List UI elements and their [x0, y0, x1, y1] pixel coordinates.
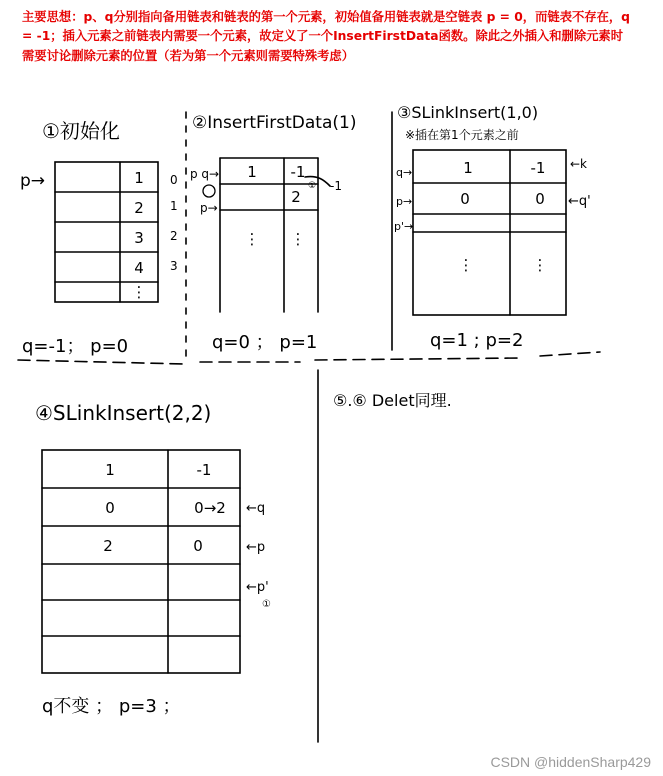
table-cell: 0: [193, 537, 203, 555]
table-cell: 4: [134, 259, 144, 277]
table-cell: 2: [291, 188, 301, 206]
pointer-label: ←q: [246, 501, 266, 516]
panel-3-note: ※插在第1个元素之前: [405, 128, 519, 142]
table-cell: 2: [134, 199, 144, 217]
annotation-mark: ①: [308, 181, 317, 191]
pointer-label: p'→: [394, 220, 414, 233]
panel-4-table: [42, 450, 240, 673]
pointer-label: p→: [396, 195, 413, 208]
table-cell: 2: [103, 537, 113, 555]
pointer-label: ←p: [246, 540, 266, 555]
table-cell: 1: [105, 461, 115, 479]
panel-1-caption: q=-1； p=0: [22, 336, 129, 357]
panel-5-title: ⑤.⑥ Delet同理.: [333, 391, 452, 410]
panel-2-caption: q=0 ； p=1: [212, 332, 318, 353]
table-cell: ⋮: [290, 230, 306, 248]
panel-2-title: ②InsertFirstData(1): [192, 113, 357, 133]
panel-2-circle-mark: [203, 185, 215, 197]
table-cell: 1: [463, 159, 473, 177]
table-cell: -1: [290, 163, 306, 181]
pointer-label: q→: [396, 166, 413, 179]
panel-3-caption: q=1 ; p=2: [430, 330, 524, 351]
pointer-label: p→: [200, 201, 218, 215]
panel-1-title: ①初始化: [42, 119, 120, 143]
table-cell: 0: [460, 190, 470, 208]
pointer-label: p q→: [190, 167, 220, 181]
pointer-label: ←p': [246, 580, 269, 595]
annotation-mark: ①: [262, 599, 271, 610]
annotation-mark: ←k: [570, 157, 588, 171]
table-cell: ⋮: [131, 283, 147, 301]
table-cell: 0: [535, 190, 545, 208]
panel-3-title: ③SLinkInsert(1,0): [397, 103, 539, 122]
intro-text: 主要思想：p、q分别指向备用链表和链表的第一个元素，初始值备用链表就是空链表 p = 0，而链表不存在，q = -1；插入元素之前链表内需要一个元素，故定义了一个InsertFirstData函数。除此之外插入和删除元素时需要讨论删除元素的位置（若为第一个元素则需要特殊考虑）: [22, 10, 630, 63]
row-index: 2: [170, 229, 178, 243]
table-cell: 1: [247, 163, 257, 181]
table-cell: 3: [134, 229, 144, 247]
table-cell: -1: [530, 159, 546, 177]
annotation-mark: ←q': [568, 194, 591, 209]
table-cell: 1: [134, 169, 144, 187]
row-index: 0: [170, 173, 178, 187]
watermark: CSDN @hiddenSharp429: [490, 754, 651, 770]
table-cell: ⋮: [532, 256, 548, 274]
table-cell: 0→2: [194, 499, 226, 517]
panel-4-title: ④SLinkInsert(2,2): [35, 401, 212, 425]
panel-4-caption: q不变 ； p=3 ；: [42, 696, 181, 717]
row-index: 3: [170, 259, 178, 273]
table-cell: ⋮: [458, 256, 474, 274]
table-cell: -1: [196, 461, 212, 479]
row-index: 1: [170, 199, 178, 213]
annotation-mark: -1: [330, 179, 342, 193]
table-cell: ⋮: [244, 230, 260, 248]
pointer-label: p→: [20, 171, 46, 191]
table-cell: 0: [105, 499, 115, 517]
